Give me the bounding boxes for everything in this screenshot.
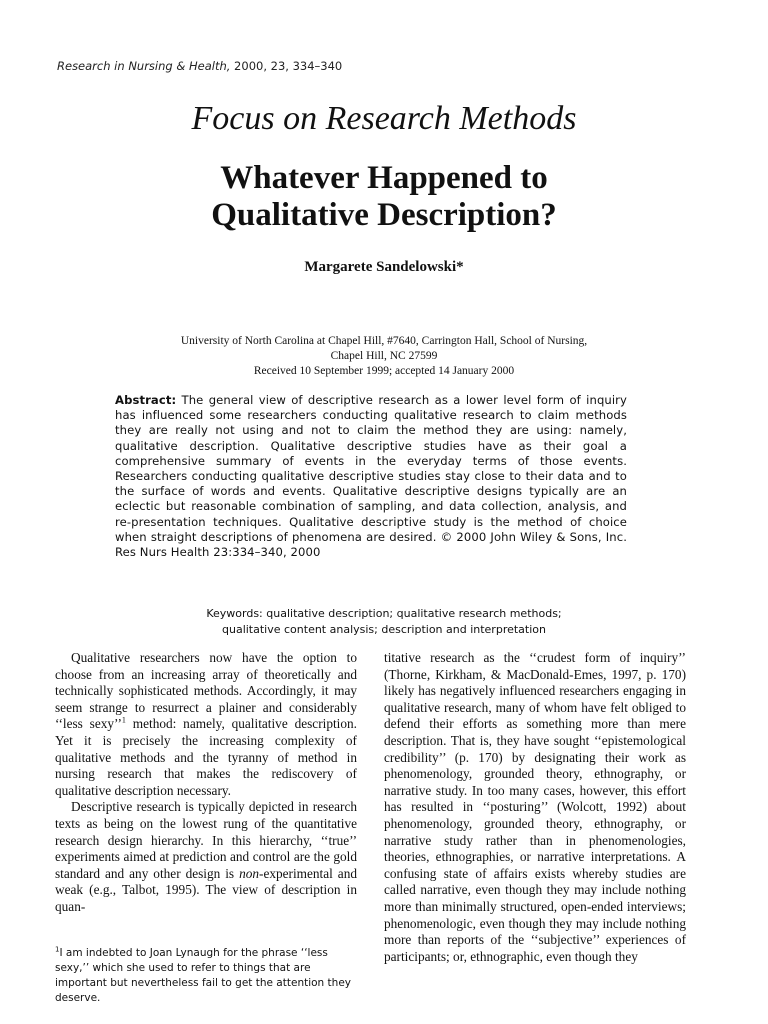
body-column-left (55, 650, 357, 916)
emphasis-text: non (239, 865, 260, 881)
affiliation-line-2: Chapel Hill, NC 27599 (330, 350, 438, 362)
affiliation-block (0, 334, 768, 379)
footnote-marker: 1 (55, 945, 60, 954)
author-name: Margarete Sandelowski* (304, 259, 464, 275)
footnote-reference: 1 (121, 715, 126, 725)
paragraph-text: method: namely, qualitative description. Yet it is precisely the increasing complexity of qualitative methods and the tyranny of method in nursing research that makes the rediscovery of qualitative description necessary. (55, 716, 357, 798)
journal-header (57, 59, 342, 73)
keywords-line-2: qualitative content analysis; description and interpretation (222, 623, 546, 636)
body-paragraph (55, 650, 357, 799)
paragraph-text: -experimental and weak (e.g., Talbot, 1995). The view of description in quan- (55, 865, 357, 914)
affiliation-line-1: University of North Carolina at Chapel Hill, #7640, Carrington Hall, School of Nursing, (180, 335, 588, 347)
section-title: Focus on Research Methods (191, 100, 577, 137)
body-paragraph (55, 799, 357, 915)
article-title-line-1: Whatever Happened to (220, 160, 548, 196)
received-dates: Received 10 September 1999; accepted 14 January 2000 (253, 365, 515, 377)
journal-citation: 2000, 23, 334–340 (230, 59, 343, 73)
abstract (115, 393, 627, 560)
body-paragraph: titative research as the ‘‘crudest form of inquiry’’ (Thorne, Kirkham, & MacDonald-Emes, 1997, p. 170) likely has negatively influenced researchers engaging in qualitative research, many of whom have felt obliged to defend their efforts as something more than mere description. That is, they have sought ‘‘epistemological credibility’’ (p. 170) by designating their work as phenomenology, grounded theory, ethnography, or narrative study. In too many cases, however, this effort has resulted in ‘‘posturing’’ (Wolcott, 1992) about phenomenology, grounded theory, ethnography, or narrative study rather than in phenomenologies, theories, ethnographies, or narrative interpretations. A confusing state of affairs exists whereby studies are called narrative, even though they may include nothing more than minimally structured, open-ended interviews; phenomenologic, even though they may include nothing more than reports of the ‘‘subjective’’ experiences of participants; or, ethnographic, even though they (384, 650, 686, 964)
paragraph-text: Qualitative researchers now have the option to choose from an increasing array of theoretically and technically sophisticated methods. Accordingly, it may seem strange to resurrect a plainer and considerably ‘‘less sexy’’ (55, 650, 357, 732)
footnote (55, 946, 357, 1006)
article-title-line-2: Qualitative Description? (211, 197, 557, 233)
journal-name: Research in Nursing & Health, (57, 59, 231, 73)
article-title (0, 160, 768, 234)
abstract-text: The general view of descriptive research as a lower level form of inquiry has influenced some researchers conducting qualitative research to claim methods they are really not using and not to claim the method they are using: namely, qualitative description. Qualitative descriptive studies have as their goal a comprehensive summary of events in the everyday terms of those events. Researchers conducting qualitative descriptive studies stay close to their data and to the surface of words and events. Qualitative descriptive designs typically are an eclectic but reasonable combination of sampling, and data collection, analysis, and re-presentation techniques. Qualitative descriptive study is the method of choice when straight descriptions of phenomena are desired. © 2000 John Wiley & Sons, Inc. Res Nurs Health 23:334–340, 2000 (115, 393, 627, 560)
keywords (0, 606, 768, 638)
abstract-label: Abstract: (115, 393, 177, 407)
paragraph-text: Descriptive research is typically depicted in research texts as being on the lowest rung of the quantitative research design hierarchy. In this hierarchy, ‘‘true’’ experiments aimed at prediction and control are the gold standard and any other design is (55, 799, 357, 881)
body-column-right (384, 650, 686, 965)
keywords-line-1: Keywords: qualitative description; qualitative research methods; (206, 607, 562, 620)
footnote-text: I am indebted to Joan Lynaugh for the phrase ‘‘less sexy,’’ which she used to refer to things that are important but nevertheless fail to get the attention they deserve. (55, 947, 351, 1004)
